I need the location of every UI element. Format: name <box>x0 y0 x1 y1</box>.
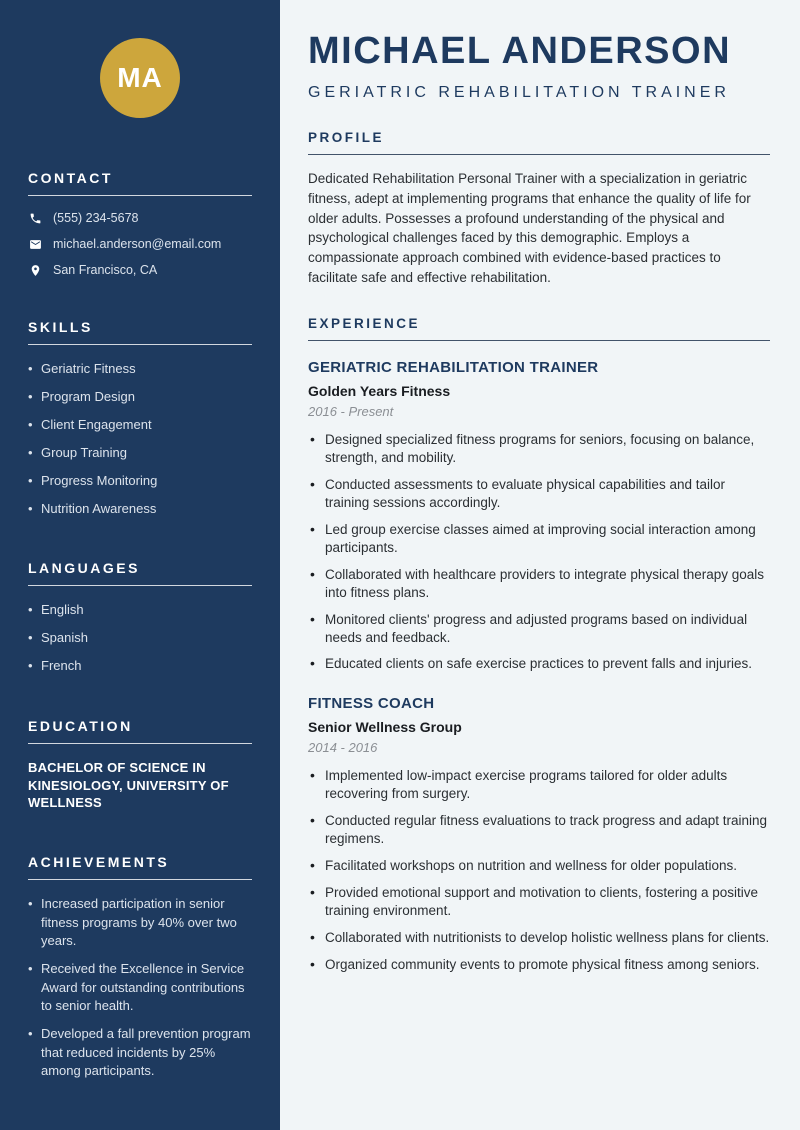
job-title: GERIATRIC REHABILITATION TRAINER <box>308 358 599 376</box>
job-bullet: • Provided emotional support and motivation to clients, fostering a positive training environment. <box>308 884 770 920</box>
job-dates: 2016 - Present <box>308 403 394 419</box>
skill-item: • Progress Monitoring <box>28 472 252 490</box>
achievements-list <box>28 895 252 1080</box>
location-text: San Francisco, CA <box>53 263 158 277</box>
job-bullet: • Designed specialized fitness programs for seniors, focusing on balance, strength, and mobility. <box>308 431 770 467</box>
contact-item-email <box>28 237 252 251</box>
experience-heading: EXPERIENCE <box>308 316 770 341</box>
job-bullet: • Led group exercise classes aimed at improving social interaction among participants. <box>308 521 770 557</box>
skills-heading: SKILLS <box>28 319 252 345</box>
achievement-item: • Developed a fall prevention program that reduced incidents by 25% among participants. <box>28 1025 252 1080</box>
languages-section <box>28 560 252 675</box>
achievements-heading: ACHIEVEMENTS <box>28 854 252 880</box>
contact-list <box>28 211 252 277</box>
job-bullet: • Educated clients on safe exercise practices to prevent falls and injuries. <box>308 655 770 673</box>
skill-item: • Program Design <box>28 388 252 406</box>
job-bullet: • Implemented low-impact exercise programs tailored for older adults recovering from surgery. <box>308 767 770 803</box>
avatar <box>100 38 180 118</box>
email-icon <box>28 237 42 251</box>
phone-icon <box>28 211 42 225</box>
job-bullet: • Collaborated with healthcare providers to integrate physical therapy goals into fitness plans. <box>308 566 770 602</box>
email-address: michael.anderson@email.com <box>53 237 222 251</box>
job-bullet-list <box>308 767 770 974</box>
skill-item: • Client Engagement <box>28 416 252 434</box>
person-title: GERIATRIC REHABILITATION TRAINER <box>308 83 730 101</box>
job-entry <box>308 359 770 673</box>
education-heading: EDUCATION <box>28 718 252 744</box>
job-bullet: • Conducted regular fitness evaluations to track progress and adapt training regimens. <box>308 812 770 848</box>
education-section <box>28 718 252 813</box>
achievement-item: • Received the Excellence in Service Award for outstanding contributions to senior health. <box>28 960 252 1015</box>
language-item: • Spanish <box>28 629 252 647</box>
achievements-section <box>28 854 252 1080</box>
experience-section <box>308 316 770 974</box>
profile-heading: PROFILE <box>308 130 770 155</box>
job-bullet: • Collaborated with nutritionists to develop holistic wellness plans for clients. <box>308 929 770 947</box>
person-name: MICHAEL ANDERSON <box>308 30 732 72</box>
contact-item-location <box>28 263 252 277</box>
avatar-initials: MA <box>117 62 163 93</box>
skills-list <box>28 360 252 518</box>
job-bullet-list <box>308 431 770 673</box>
education-degree: BACHELOR OF SCIENCE IN KINESIOLOGY, UNIVERSITY OF WELLNESS <box>28 759 229 811</box>
job-bullet: • Facilitated workshops on nutrition and wellness for older populations. <box>308 857 770 875</box>
job-bullet: • Monitored clients' progress and adjusted programs based on individual needs and feedback. <box>308 611 770 647</box>
contact-section <box>28 170 252 277</box>
contact-heading: CONTACT <box>28 170 252 196</box>
job-dates: 2014 - 2016 <box>308 740 378 756</box>
achievement-item: • Increased participation in senior fitness programs by 40% over two years. <box>28 895 252 950</box>
language-item: • English <box>28 601 252 619</box>
languages-list <box>28 601 252 675</box>
job-bullet: • Conducted assessments to evaluate physical capabilities and tailor training sessions accordingly. <box>308 476 770 512</box>
resume-header <box>308 32 770 102</box>
profile-section <box>308 130 770 288</box>
profile-text: Dedicated Rehabilitation Personal Trainer with a specialization in geriatric fitness, adept at implementing programs that enhance the quality of life for older adults. Possesses a profound understanding of the physical and psychological challenges faced by this demographic. Employs a compassionate approach combined with evidence-based practices to facilitate safe and effective rehabilitation. <box>308 170 751 286</box>
job-company: Golden Years Fitness <box>308 382 451 399</box>
job-entry <box>308 695 770 974</box>
skill-item: • Group Training <box>28 444 252 462</box>
job-title: FITNESS COACH <box>308 695 435 713</box>
language-item: • French <box>28 657 252 675</box>
contact-item-phone <box>28 211 252 225</box>
job-company: Senior Wellness Group <box>308 719 462 736</box>
languages-heading: LANGUAGES <box>28 560 252 586</box>
skill-item: • Geriatric Fitness <box>28 360 252 378</box>
phone-number: (555) 234-5678 <box>53 211 139 225</box>
skill-item: • Nutrition Awareness <box>28 500 252 518</box>
location-icon <box>28 263 42 277</box>
job-bullet: • Organized community events to promote physical fitness among seniors. <box>308 956 770 974</box>
main-content <box>280 0 800 1130</box>
skills-section <box>28 319 252 518</box>
sidebar <box>0 0 280 1130</box>
